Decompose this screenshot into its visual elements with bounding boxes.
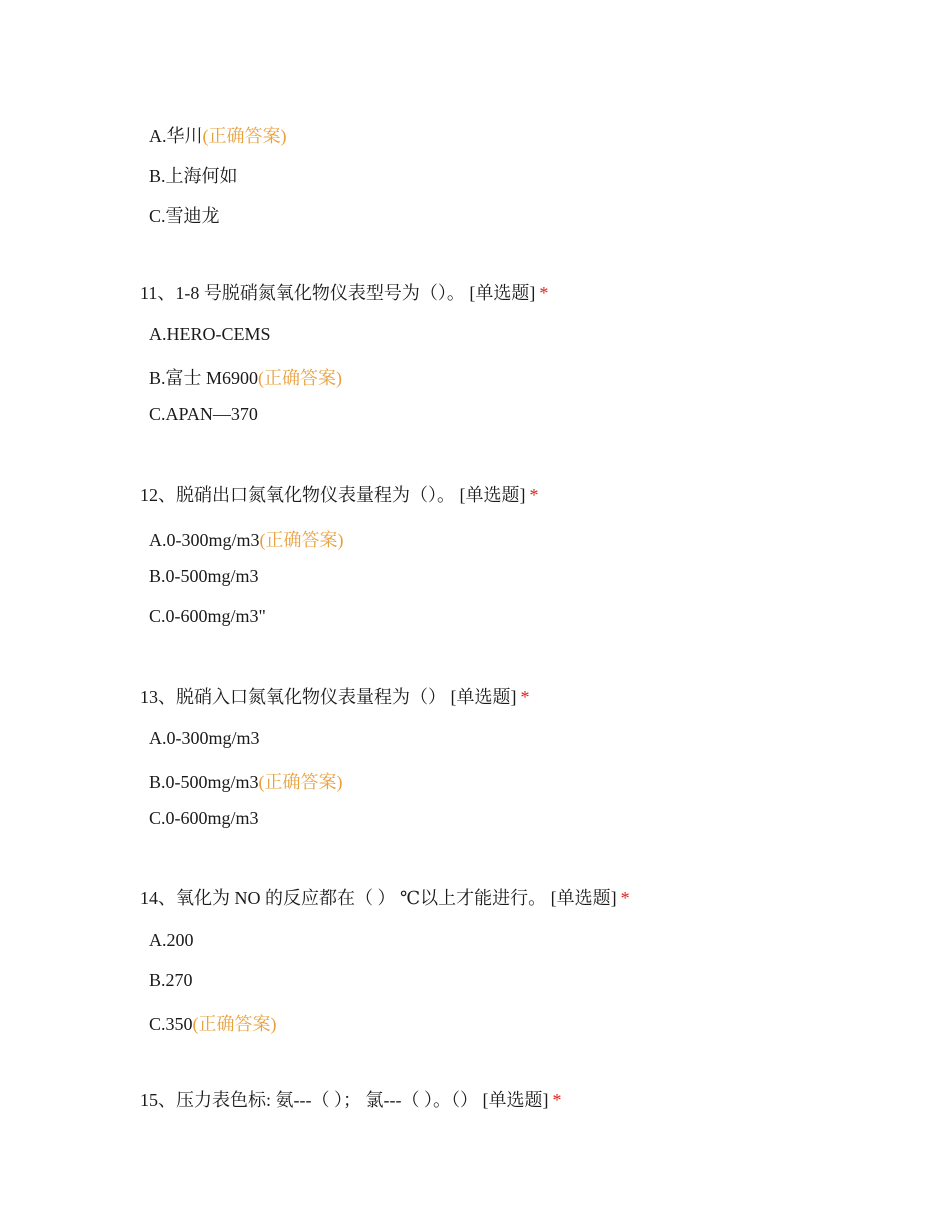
option-text: C.0-600mg/m3 (149, 808, 259, 828)
question-text: 13、脱硝入口氮氧化物仪表量程为（） [单选题] (140, 687, 517, 707)
option-item (149, 162, 238, 188)
required-mark: * (552, 1090, 562, 1110)
option-item (149, 566, 259, 587)
option-text: B.0-500mg/m3 (149, 772, 259, 792)
option-item (149, 808, 259, 829)
question-text: 12、脱硝出口氮氧化物仪表量程为（）。 [单选题] (140, 485, 526, 505)
option-item (149, 324, 271, 345)
question-title (140, 481, 539, 507)
option-item (149, 768, 343, 794)
question-title (140, 279, 548, 305)
option-item (149, 364, 342, 390)
required-mark: * (529, 485, 539, 505)
question-text: 14、氧化为 NO 的反应都在（ ） ℃以上才能进行。 [单选题] (140, 888, 617, 908)
option-text: A.0-300mg/m3 (149, 530, 260, 550)
correct-answer-mark: (正确答案) (258, 772, 343, 792)
option-text: A.HERO-CEMS (149, 324, 271, 344)
option-item (149, 1010, 277, 1036)
option-text: A.华川 (149, 126, 203, 146)
option-text: B.富士 M6900 (149, 368, 259, 388)
correct-answer-mark: (正确答案) (259, 530, 344, 550)
option-item (149, 404, 258, 425)
option-text: B.270 (149, 970, 193, 990)
correct-answer-mark: (正确答案) (258, 368, 343, 388)
correct-answer-mark: (正确答案) (192, 1014, 277, 1034)
question-title (140, 884, 630, 910)
option-text: B.上海何如 (149, 166, 238, 186)
option-item (149, 122, 287, 148)
question-text: 15、压力表色标: 氨---（ ）； 氯---（ ）。（） [单选题] (140, 1090, 549, 1110)
option-item (149, 526, 344, 552)
option-item (149, 202, 220, 228)
option-text: A.0-300mg/m3 (149, 728, 260, 748)
option-item (149, 970, 193, 991)
option-item (149, 930, 194, 951)
question-title (140, 1086, 561, 1112)
question-title (140, 683, 530, 709)
option-text: C.雪迪龙 (149, 206, 220, 226)
option-item (149, 606, 266, 627)
option-text: C.APAN—370 (149, 404, 258, 424)
option-item (149, 728, 260, 749)
option-text: B.0-500mg/m3 (149, 566, 259, 586)
required-mark: * (620, 888, 630, 908)
required-mark: * (520, 687, 530, 707)
question-text: 11、1-8 号脱硝氮氧化物仪表型号为（）。 [单选题] (140, 283, 536, 303)
option-text: C.0-600mg/m3" (149, 606, 266, 626)
option-text: A.200 (149, 930, 194, 950)
correct-answer-mark: (正确答案) (202, 126, 287, 146)
option-text: C.350 (149, 1014, 193, 1034)
required-mark: * (539, 283, 549, 303)
